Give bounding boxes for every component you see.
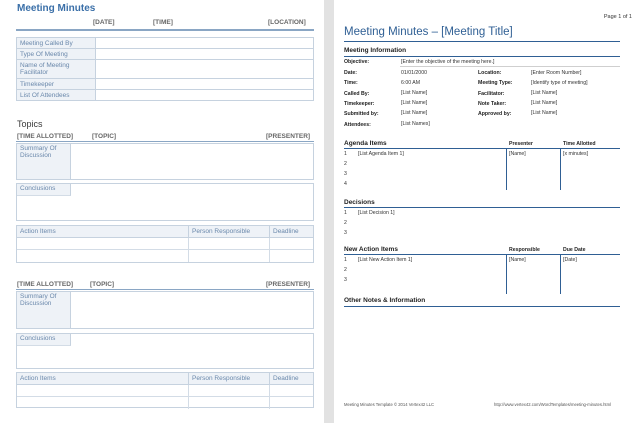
meeting-type-value[interactable]: [Identify type of meeting] (531, 80, 588, 86)
decisions-heading: Decisions (344, 199, 375, 206)
location-placeholder: [LOCATION] (268, 19, 306, 26)
action-items-table (16, 225, 314, 263)
submitted-by-value[interactable]: [List Name] (401, 110, 428, 116)
info-value-cell[interactable] (96, 49, 314, 60)
summary-box[interactable] (16, 143, 314, 180)
title-rule (344, 41, 620, 42)
approved-by-value[interactable]: [List Name] (531, 110, 558, 116)
attendees-label: Attendees: (344, 122, 371, 128)
meeting-info-heading: Meeting Information (344, 47, 407, 54)
meeting-info-table (16, 37, 314, 101)
section-rule (344, 306, 620, 307)
time-placeholder: [TIME] (153, 19, 173, 26)
new-action-items-heading: New Action Items (344, 246, 398, 253)
decision-number: 3 (344, 230, 347, 236)
action-responsible-value[interactable]: [Name] (509, 257, 526, 263)
page-number: Page 1 of 1 (603, 14, 632, 20)
agenda-item-text[interactable]: [List Agenda Item 1] (358, 151, 404, 157)
block-time: [TIME ALLOTTED] (17, 281, 74, 288)
info-label: Meeting Called By (17, 38, 96, 49)
facilitator-value[interactable]: [List Name] (531, 90, 558, 96)
time-value[interactable]: 6:00 AM (401, 80, 421, 86)
date-placeholder: [DATE] (93, 19, 115, 26)
action-items-table (16, 372, 314, 408)
date-label: Date: (344, 70, 357, 76)
decision-number: 2 (344, 220, 347, 226)
info-label: Name of Meeting Facilitator (17, 60, 96, 79)
info-value-cell[interactable] (96, 60, 314, 79)
agenda-number: 4 (344, 181, 347, 187)
called-by-value[interactable]: [List Name] (401, 90, 428, 96)
date-value[interactable]: 01/01/2000 (401, 70, 427, 76)
info-label: List Of Attendees (17, 90, 96, 101)
action-item-text[interactable]: [List New Action Item 1] (358, 257, 413, 263)
meeting-type-label: Meeting Type: (478, 80, 513, 86)
agenda-number: 3 (344, 171, 347, 177)
agenda-presenter-header: Presenter (509, 141, 533, 147)
action-number: 3 (344, 277, 347, 283)
note-taker-value[interactable]: [List Name] (531, 100, 558, 106)
info-value-cell[interactable] (96, 79, 314, 90)
agenda-heading: Agenda Items (344, 140, 387, 147)
person-responsible-header: Person Responsible (189, 373, 270, 384)
called-by-label: Called By: (344, 91, 370, 97)
conclusions-box[interactable] (16, 183, 314, 221)
right-document (334, 0, 640, 423)
section-rule (344, 56, 620, 57)
topics-heading: Topics (17, 119, 43, 129)
responsible-header: Responsible (509, 247, 540, 253)
section-rule (344, 148, 620, 149)
other-notes-heading: Other Notes & Information (344, 297, 426, 304)
submitted-by-label: Submitted by: (344, 111, 379, 117)
attendees-value[interactable]: [List Names] (401, 121, 430, 127)
info-label: Type Of Meeting (17, 49, 96, 60)
action-number: 1 (344, 257, 347, 263)
block-topic: [TOPIC] (90, 281, 115, 288)
approved-by-label: Approved by: (478, 111, 512, 117)
decision-number: 1 (344, 210, 347, 216)
agenda-presenter-value[interactable]: [Name] (509, 151, 526, 157)
header-rule (16, 29, 314, 31)
footer-url[interactable]: http://www.vertex42.com/WordTemplates/meeting-minutes.html (494, 402, 611, 407)
note-taker-label: Note Taker: (478, 101, 507, 107)
agenda-number: 1 (344, 151, 347, 157)
right-doc-title: Meeting Minutes – [Meeting Title] (344, 26, 513, 38)
block-rule (16, 289, 314, 290)
decision-text[interactable]: [List Decision 1] (358, 210, 395, 216)
section-rule (344, 207, 620, 208)
location-label: Location: (478, 70, 502, 76)
agenda-number: 2 (344, 161, 347, 167)
info-label: Timekeeper (17, 79, 96, 90)
objective-value[interactable]: [Enter the objective of the meeting here.] (401, 59, 495, 65)
left-doc-title: Meeting Minutes (17, 3, 96, 14)
info-value-cell[interactable] (96, 38, 314, 49)
action-items-header: Action Items (17, 226, 189, 237)
conclusions-box[interactable] (16, 333, 314, 369)
footer-copyright: Meeting Minutes Template © 2014 Vertex42 LLC (344, 402, 435, 407)
location-value[interactable]: [Enter Room Number] (531, 70, 582, 76)
table-row[interactable] (17, 250, 313, 262)
person-responsible-header: Person Responsible (189, 226, 270, 237)
agenda-time-value[interactable]: [x minutes] (563, 151, 589, 157)
action-due-value[interactable]: [Date] (563, 257, 577, 263)
block-topic: [TOPIC] (92, 133, 117, 140)
timekeeper-label: Timekeeper: (344, 101, 375, 107)
summary-label: Summary Of Discussion (17, 144, 71, 179)
table-row[interactable] (17, 238, 313, 250)
section-rule (344, 254, 620, 255)
summary-label: Summary Of Discussion (17, 292, 71, 328)
deadline-header: Deadline (273, 375, 299, 382)
deadline-header: Deadline (273, 228, 299, 235)
block-rule (16, 141, 314, 142)
objective-label: Objective: (344, 59, 370, 65)
block-presenter: [PRESENTER] (266, 133, 311, 140)
conclusions-label: Conclusions (17, 334, 71, 346)
action-number: 2 (344, 267, 347, 273)
agenda-time-header: Time Allotted (563, 141, 596, 147)
timekeeper-value[interactable]: [List Name] (401, 100, 428, 106)
table-row[interactable] (17, 385, 313, 397)
summary-box[interactable] (16, 291, 314, 329)
time-label: Time: (344, 80, 358, 86)
conclusions-label: Conclusions (17, 184, 71, 196)
due-date-header: Due Date (563, 247, 586, 253)
page-gap (324, 0, 334, 423)
table-row[interactable] (17, 397, 313, 409)
action-items-header: Action Items (17, 373, 189, 384)
block-time: [TIME ALLOTTED] (17, 133, 74, 140)
facilitator-label: Facilitator: (478, 91, 505, 97)
info-value-cell[interactable] (96, 90, 314, 101)
block-presenter: [PRESENTER] (266, 281, 311, 288)
